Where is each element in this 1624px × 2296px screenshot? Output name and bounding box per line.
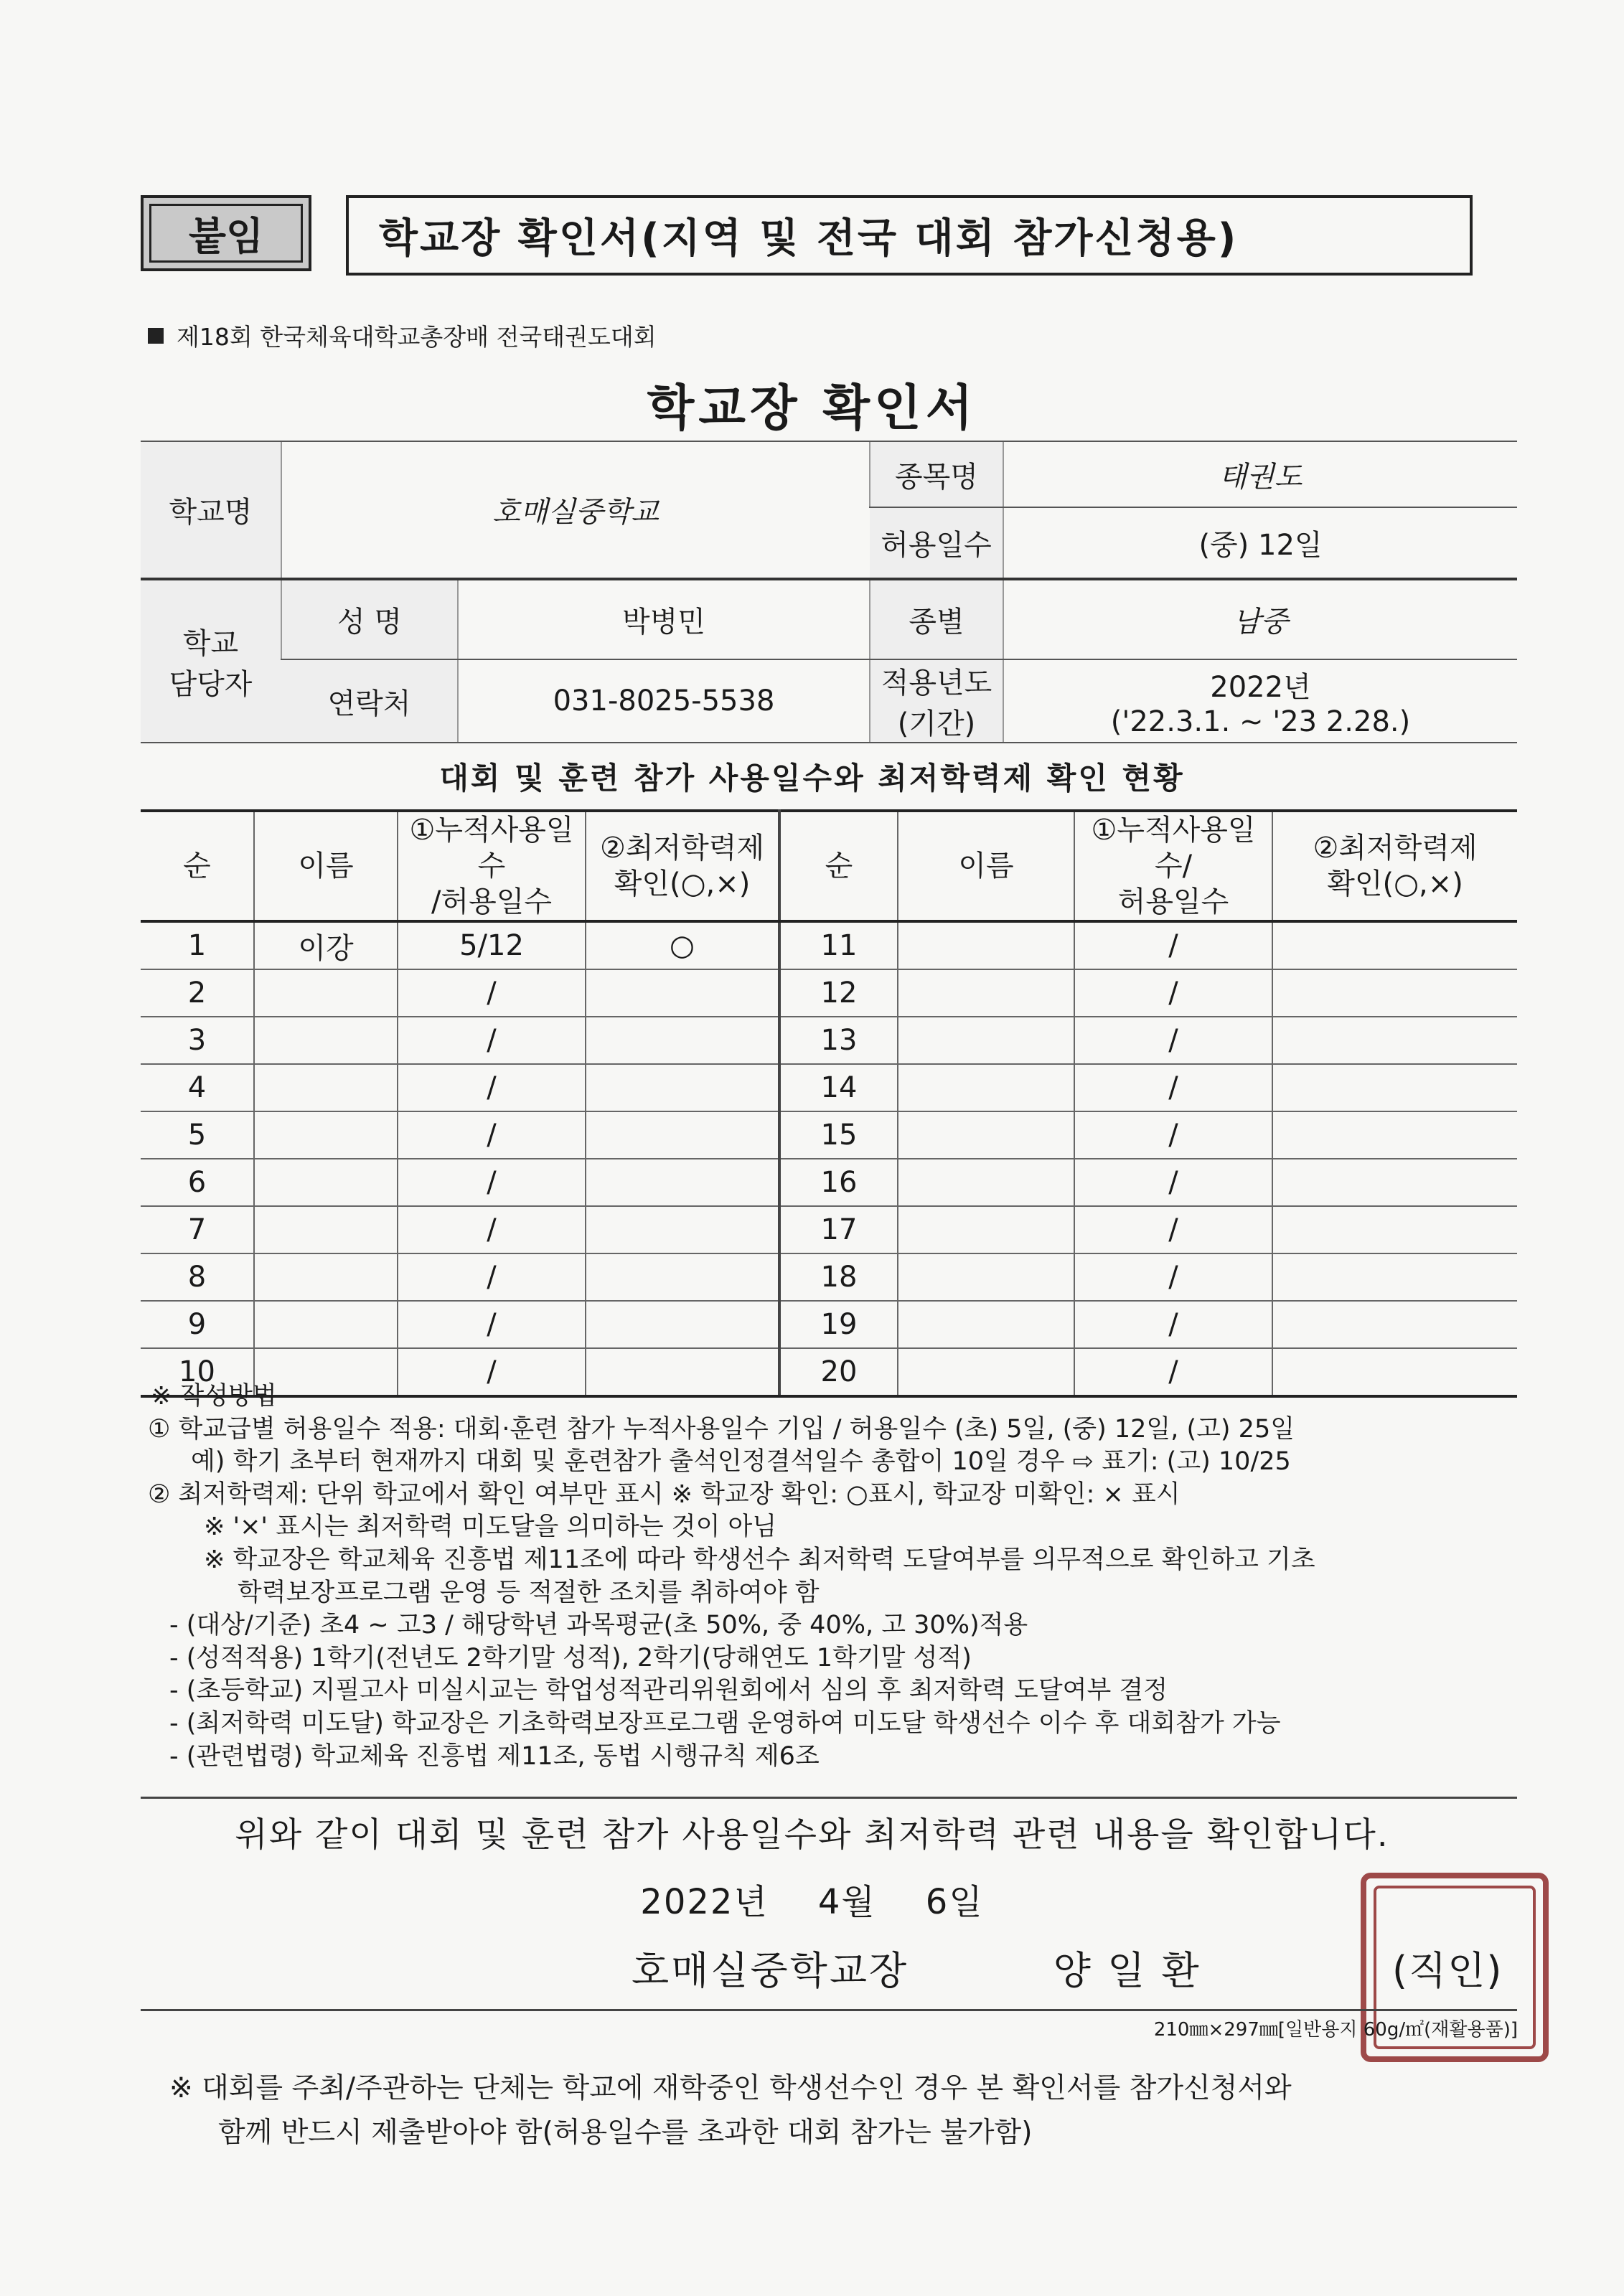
cell-r-min xyxy=(1272,921,1517,969)
cell-l-min xyxy=(586,1111,779,1159)
table-row xyxy=(141,1064,1517,1111)
contact-value: 031-8025-5538 xyxy=(458,659,870,743)
form-title: 학교장 확인서(지역 및 전국 대회 참가신청용) xyxy=(346,195,1473,276)
header-min-left: ②최저학력제 확인(○,×) xyxy=(586,811,779,921)
note-item: ① 학교급별 허용일수 적용: 대회·훈련 참가 누적사용일수 기입 / 허용일수 (초) 5일, (중) 12일, (고) 25일 xyxy=(148,1414,1295,1444)
cell-l-no: 8 xyxy=(141,1253,254,1301)
school-name-label: 학교명 xyxy=(141,441,281,579)
cell-r-name xyxy=(898,1064,1074,1111)
header-name-left: 이름 xyxy=(254,811,398,921)
cell-l-min xyxy=(586,1206,779,1253)
cell-l-no: 7 xyxy=(141,1206,254,1253)
cell-r-days: / xyxy=(1074,1206,1272,1253)
writing-notes xyxy=(148,1380,1511,1773)
divider xyxy=(141,1797,1517,1799)
cell-l-days: / xyxy=(398,969,586,1017)
cell-r-days: / xyxy=(1074,921,1272,969)
cell-r-min xyxy=(1272,1253,1517,1301)
manager-name-value: 박병민 xyxy=(458,579,870,659)
manager-label: 학교 담당자 xyxy=(141,579,281,743)
cell-l-min xyxy=(586,1253,779,1301)
note-item: - (초등학교) 지필고사 미실시교는 학업성적관리위원회에서 심의 후 최저학력 도달여부 결정 xyxy=(169,1676,1168,1705)
sport-value: 태권도 xyxy=(1003,441,1517,507)
cell-r-name xyxy=(898,921,1074,969)
allowed-days-label: 허용일수 xyxy=(870,507,1003,579)
header-days-left: ①누적사용일수 /허용일수 xyxy=(398,811,586,921)
cell-l-days: / xyxy=(398,1064,586,1111)
cell-l-no: 10 xyxy=(141,1348,254,1396)
cell-r-min xyxy=(1272,1111,1517,1159)
divider xyxy=(141,2009,1517,2011)
table-row xyxy=(141,1017,1517,1064)
note-item: ※ 학교장은 학교체육 진흥법 제11조에 따라 학생선수 최저학력 도달여부를 의무적으로 확인하고 기초 xyxy=(204,1545,1315,1574)
note-item: ※ '×' 표시는 최저학력 미도달을 의미하는 것이 아님 xyxy=(204,1512,777,1542)
school-name-value: 호매실중학교 xyxy=(281,441,870,579)
cell-l-min xyxy=(586,1017,779,1064)
cell-r-name xyxy=(898,1111,1074,1159)
cell-l-min: ○ xyxy=(586,921,779,969)
cell-r-min xyxy=(1272,1159,1517,1206)
seal-label: (직인) xyxy=(1392,1948,1503,1993)
cell-r-no: 14 xyxy=(779,1064,898,1111)
cell-l-name xyxy=(254,1017,398,1064)
cell-l-name xyxy=(254,1301,398,1348)
cell-r-min xyxy=(1272,1206,1517,1253)
header-days-right: ①누적사용일수/ 허용일수 xyxy=(1074,811,1272,921)
cell-l-min xyxy=(586,1301,779,1348)
cell-r-no: 11 xyxy=(779,921,898,969)
cell-l-no: 4 xyxy=(141,1064,254,1111)
cell-r-days: / xyxy=(1074,1064,1272,1111)
cell-r-min xyxy=(1272,969,1517,1017)
cell-r-days: / xyxy=(1074,969,1272,1017)
cell-r-name xyxy=(898,1206,1074,1253)
note-item: - (성적적용) 1학기(전년도 2학기말 성적), 2학기(당해연도 1학기말 성적) xyxy=(169,1643,972,1672)
sign-date: 2022년 4월 6일 xyxy=(640,1882,984,1922)
square-bullet-icon xyxy=(148,328,164,344)
cell-l-name xyxy=(254,1111,398,1159)
cell-l-name xyxy=(254,1206,398,1253)
header-no-right: 순 xyxy=(779,811,898,921)
cell-l-no: 9 xyxy=(141,1301,254,1348)
note-item: 예) 학기 초부터 현재까지 대회 및 훈련참가 출석인정결석일수 총합이 10일 경우 ⇨ 표기: (고) 10/25 xyxy=(191,1447,1291,1477)
year-value: 2022년 ('22.3.1. ~ '23 2.28.) xyxy=(1003,659,1517,743)
cell-l-days: / xyxy=(398,1111,586,1159)
cell-r-no: 20 xyxy=(779,1348,898,1396)
cell-l-days: / xyxy=(398,1017,586,1064)
allowed-days-value: (중) 12일 xyxy=(1003,507,1517,579)
cell-r-name xyxy=(898,1301,1074,1348)
footer-note: ※ 대회를 주최/주관하는 단체는 학교에 재학중인 학생선수인 경우 본 확인서를 참가신청서와 함께 반드시 제출받아야 함(허용일수를 초과한 대회 참가는 불가함) xyxy=(169,2072,1292,2149)
header-no-left: 순 xyxy=(141,811,254,921)
table-row xyxy=(141,969,1517,1017)
event-name: 제18회 한국체육대학교총장배 전국태권도대회 xyxy=(148,319,657,352)
cell-r-name xyxy=(898,1253,1074,1301)
paper-spec: 210㎜×297㎜[일반용지 60g/㎡(재활용품)] xyxy=(1153,2019,1518,2041)
principal-name: 호매실중학교장 양 일 환 xyxy=(632,1948,1201,1993)
cell-r-days: / xyxy=(1074,1017,1272,1064)
cell-l-min xyxy=(586,1064,779,1111)
table-row xyxy=(141,1159,1517,1206)
header-min-right: ②최저학력제 확인(○,×) xyxy=(1272,811,1517,921)
cell-r-min xyxy=(1272,1064,1517,1111)
cell-r-name xyxy=(898,1159,1074,1206)
header-name-right: 이름 xyxy=(898,811,1074,921)
name-label: 성 명 xyxy=(281,579,458,659)
cell-l-days: / xyxy=(398,1348,586,1396)
cell-l-no: 2 xyxy=(141,969,254,1017)
category-value: 남중 xyxy=(1003,579,1517,659)
cell-r-name xyxy=(898,1017,1074,1064)
cell-l-days: / xyxy=(398,1206,586,1253)
section-title: 대회 및 훈련 참가 사용일수와 최저학력제 확인 현황 xyxy=(439,761,1185,796)
cell-r-days: / xyxy=(1074,1253,1272,1301)
cell-l-days: / xyxy=(398,1301,586,1348)
cell-r-no: 16 xyxy=(779,1159,898,1206)
table-row xyxy=(141,1301,1517,1348)
note-item: - (대상/기준) 초4 ~ 고3 / 해당학년 과목평균(초 50%, 중 40%, 고 30%)적용 xyxy=(169,1611,1028,1640)
table-row xyxy=(141,921,1517,969)
cell-r-days: / xyxy=(1074,1111,1272,1159)
info-table xyxy=(141,441,1517,743)
table-row xyxy=(141,1206,1517,1253)
cell-r-days: / xyxy=(1074,1348,1272,1396)
cell-r-no: 19 xyxy=(779,1301,898,1348)
cell-l-name: 이강 xyxy=(254,921,398,969)
contact-label: 연락처 xyxy=(281,659,458,743)
cell-r-no: 13 xyxy=(779,1017,898,1064)
cell-l-name xyxy=(254,1253,398,1301)
attachment-label: 붙임 xyxy=(141,195,311,271)
sport-label: 종목명 xyxy=(870,441,1003,507)
cell-r-min xyxy=(1272,1301,1517,1348)
cell-r-days: / xyxy=(1074,1159,1272,1206)
cell-l-name xyxy=(254,1159,398,1206)
cell-l-no: 1 xyxy=(141,921,254,969)
cell-l-no: 5 xyxy=(141,1111,254,1159)
cell-r-no: 18 xyxy=(779,1253,898,1301)
cell-r-min xyxy=(1272,1017,1517,1064)
note-item: - (관련법령) 학교체육 진흥법 제11조, 동법 시행규칙 제6조 xyxy=(169,1741,820,1771)
cell-r-no: 12 xyxy=(779,969,898,1017)
cell-l-min xyxy=(586,969,779,1017)
category-label: 종별 xyxy=(870,579,1003,659)
note-item: 학력보장프로그램 운영 등 적절한 조치를 취하여야 함 xyxy=(238,1578,820,1607)
cell-r-no: 17 xyxy=(779,1206,898,1253)
cell-l-days: / xyxy=(398,1253,586,1301)
table-row xyxy=(141,1253,1517,1301)
cell-l-no: 6 xyxy=(141,1159,254,1206)
cell-l-days: / xyxy=(398,1159,586,1206)
cell-l-days: 5/12 xyxy=(398,921,586,969)
cell-r-no: 15 xyxy=(779,1111,898,1159)
note-heading: ※ 작성방법 xyxy=(151,1382,277,1411)
note-item: ② 최저학력제: 단위 학교에서 확인 여부만 표시 ※ 학교장 확인: ○표시, 학교장 미확인: × 표시 xyxy=(148,1479,1181,1509)
cell-l-no: 3 xyxy=(141,1017,254,1064)
cell-r-name xyxy=(898,969,1074,1017)
year-label: 적용년도 (기간) xyxy=(870,659,1003,743)
cell-l-name xyxy=(254,1064,398,1111)
cell-r-days: / xyxy=(1074,1301,1272,1348)
usage-table xyxy=(141,809,1517,1398)
confirmation-text: 위와 같이 대회 및 훈련 참가 사용일수와 최저학력 관련 내용을 확인합니다. xyxy=(235,1815,1389,1855)
document-title: 학교장 확인서 xyxy=(647,380,977,437)
cell-l-name xyxy=(254,969,398,1017)
cell-l-min xyxy=(586,1159,779,1206)
table-row xyxy=(141,1111,1517,1159)
note-item: - (최저학력 미도달) 학교장은 기초학력보장프로그램 운영하여 미도달 학생선수 이수 후 대회참가 가능 xyxy=(169,1708,1281,1738)
